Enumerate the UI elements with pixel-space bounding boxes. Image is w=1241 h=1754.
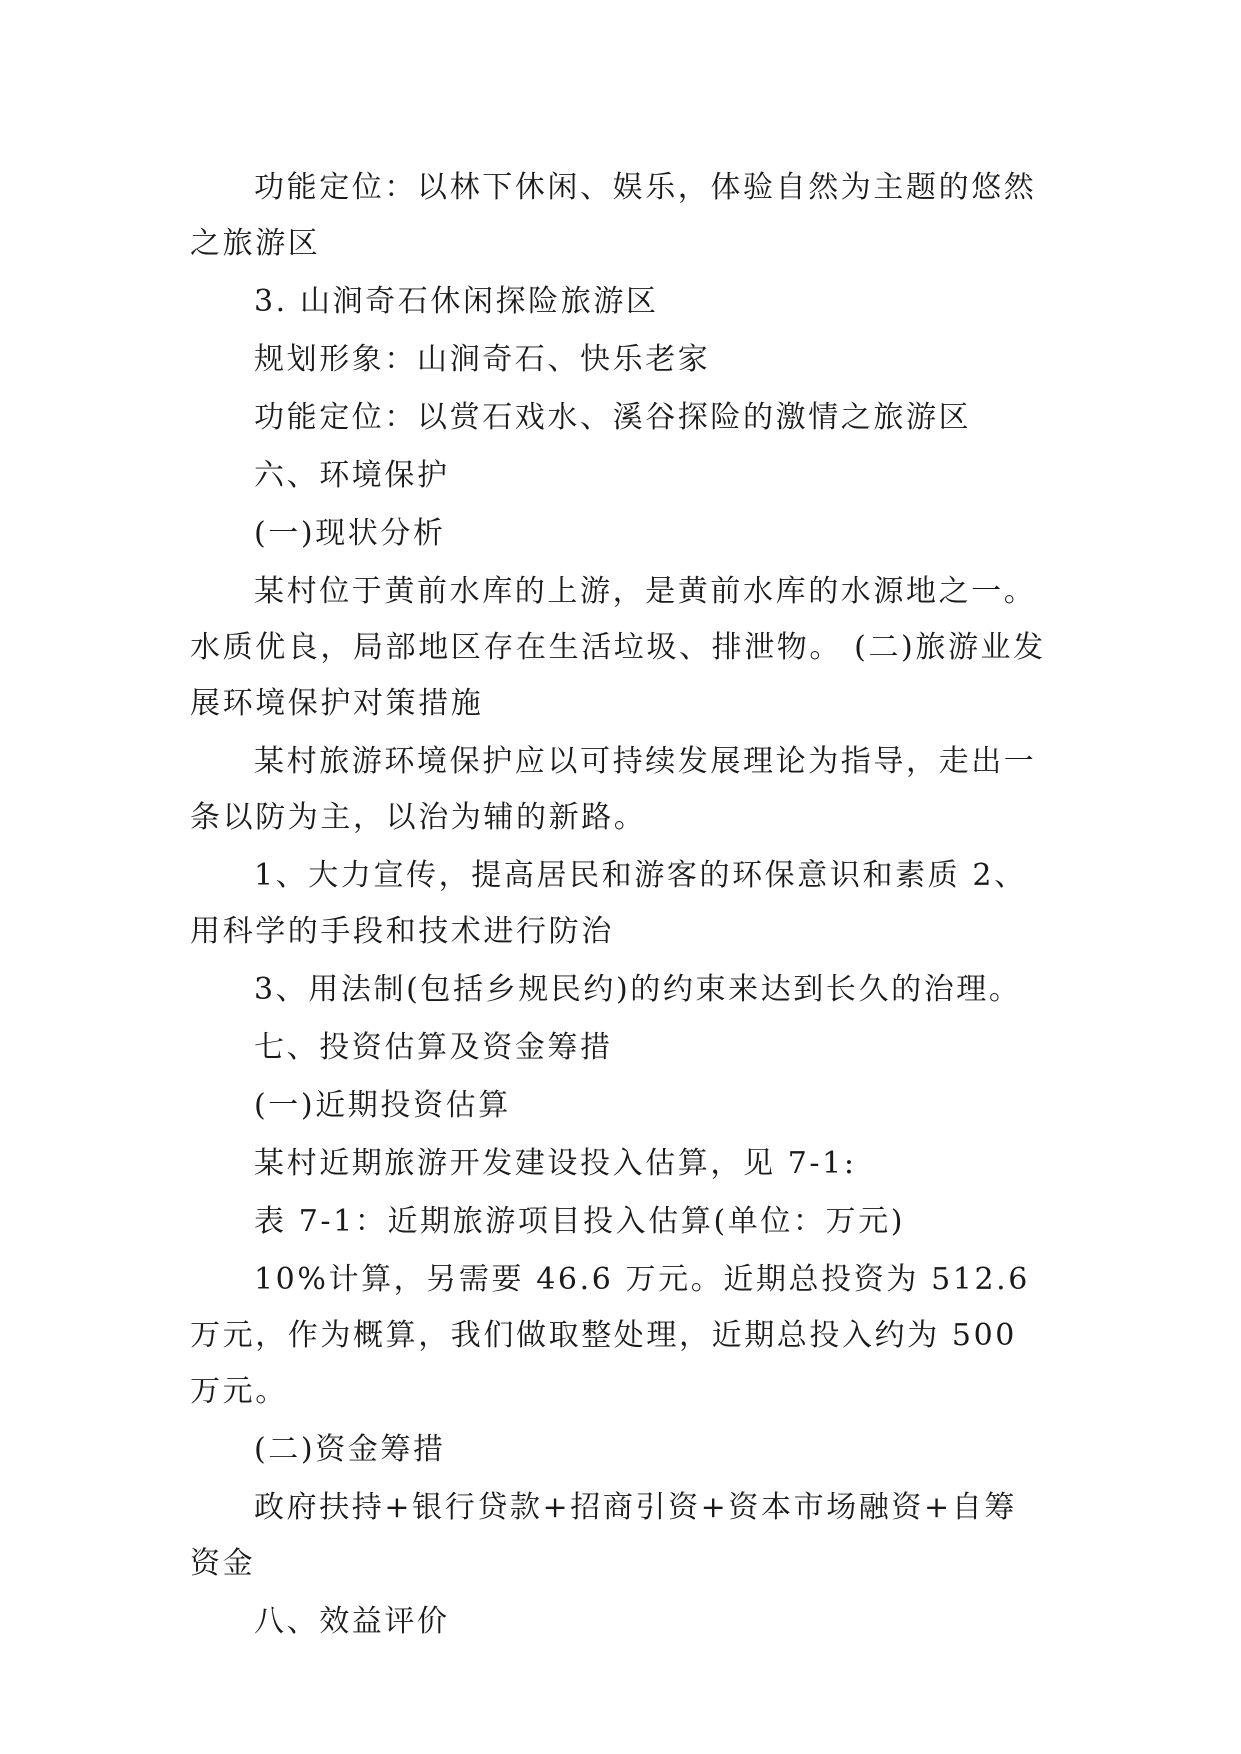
- paragraph-fund-sources: 政府扶持+银行贷款+招商引资+资本市场融资+自筹资金: [190, 1490, 1017, 1581]
- heading-near-term-estimate: (一)近期投资估算: [254, 1088, 511, 1123]
- heading-zone-3: 3. 山涧奇石休闲探险旅游区: [254, 284, 659, 319]
- paragraph-measures-1-2: 1、大力宣传，提高居民和游客的环保意识和素质 2、用科学的手段和技术进行防治: [190, 858, 1027, 949]
- heading-fund-raising: (二)资金筹措: [254, 1432, 446, 1467]
- paragraph-planning-image: 规划形象：山涧奇石、快乐老家: [254, 342, 711, 377]
- heading-section-7: 七、投资估算及资金筹措: [254, 1030, 613, 1065]
- paragraph-status-analysis: 某村位于黄前水库的上游，是黄前水库的水源地之一。水质优良，局部地区存在生活垃圾、排泄物。 (二)旅游业发展环境保护对策措施: [190, 574, 1046, 721]
- heading-section-6: 六、环境保护: [254, 458, 450, 493]
- paragraph-function-positioning-3: 功能定位：以赏石戏水、溪谷探险的激情之旅游区: [254, 400, 972, 435]
- paragraph-function-positioning-2: 功能定位：以林下休闲、娱乐，体验自然为主题的悠然之旅游区: [190, 170, 1037, 261]
- table-caption-7-1: 表 7-1：近期旅游项目投入估算(单位：万元): [254, 1204, 906, 1239]
- document-body: [190, 160, 1046, 1652]
- paragraph-total-investment: 10%计算，另需要 46.6 万元。近期总投资为 512.6 万元，作为概算，我们做取整处理，近期总投入约为 500 万元。: [190, 1262, 1030, 1409]
- heading-section-8: 八、效益评价: [254, 1604, 450, 1639]
- heading-status-analysis: (一)现状分析: [254, 516, 446, 551]
- paragraph-protection-guideline: 某村旅游环境保护应以可持续发展理论为指导，走出一条以防为主，以治为辅的新路。: [190, 744, 1037, 835]
- paragraph-measure-3: 3、用法制(包括乡规民约)的约束来达到长久的治理。: [254, 972, 1022, 1007]
- paragraph-estimate-intro: 某村近期旅游开发建设投入估算，见 7-1:: [254, 1146, 857, 1181]
